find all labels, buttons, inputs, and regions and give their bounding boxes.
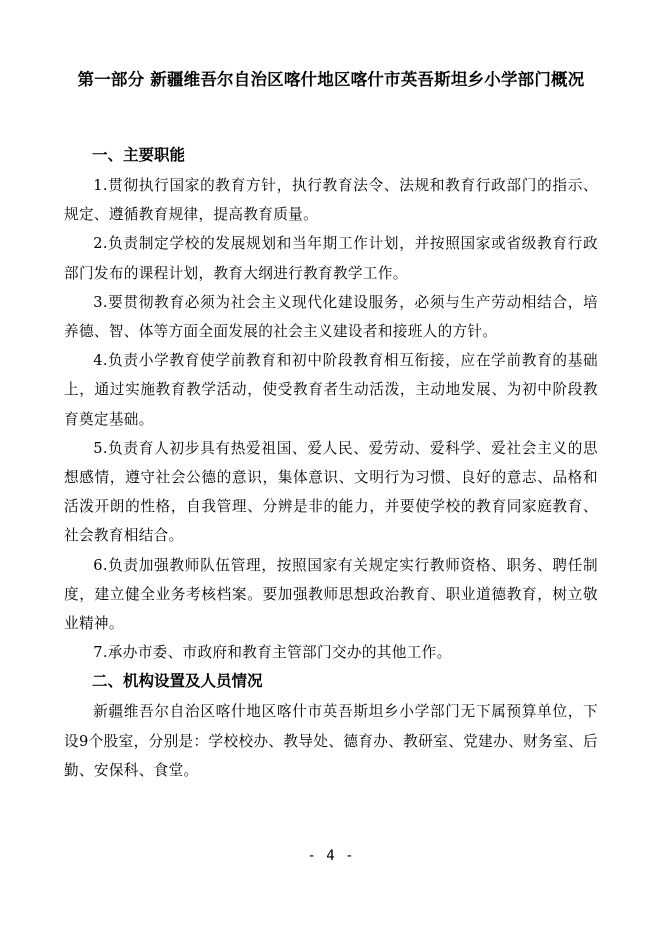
page-number: - 4 - — [307, 848, 355, 864]
document-body — [64, 141, 598, 785]
function-paragraph-1: 1.贯彻执行国家的教育方针，执行教育法令、法规和教育行政部门的指示、规定、遵循教育规律，提高教育质量。 — [64, 177, 598, 224]
organization-paragraph: 新疆维吾尔自治区喀什地区喀什市英吾斯坦乡小学部门无下属预算单位，下设9个股室，分别是：学校校办、教导处、德育办、教研室、党建办、财务室、后勤、安保科、食堂。 — [64, 703, 598, 779]
function-paragraph-4: 4.负责小学教育使学前教育和初中阶段教育相互衔接，应在学前教育的基础上，通过实施教育教学活动，使受教育者生动活泼，主动地发展、为初中阶段教育奠定基础。 — [64, 352, 598, 428]
section-heading-main-functions: 一、主要职能 — [92, 146, 186, 164]
function-paragraph-3: 3.要贯彻教育必须为社会主义现代化建设服务，必须与生产劳动相结合，培养德、智、体等方面全面发展的社会主义建设者和接班人的方针。 — [64, 293, 598, 341]
section-heading-organization: 二、机构设置及人员情况 — [92, 672, 263, 691]
function-paragraph-6: 6.负责加强教师队伍管理，按照国家有关规定实行教师资格、职务、聘任制度，建立健全业务考核档案。要加强教师思想政治教育、职业道德教育，树立敬业精神。 — [64, 556, 598, 633]
page-title: 第一部分 新疆维吾尔自治区喀什地区喀什市英吾斯坦乡小学部门概况 — [77, 70, 585, 89]
function-paragraph-5: 5.负责育人初步具有热爱祖国、爱人民、爱劳动、爱科学、爱社会主义的思想感情，遵守社会公德的意识，集体意识、文明行为习惯、良好的意志、品格和活泼开朗的性格，自我管理、分辨是非的能力，并要使学校的教育同家庭教育、社会教育相结合。 — [64, 439, 598, 545]
function-paragraph-7: 7.承办市委、市政府和教育主管部门交办的其他工作。 — [93, 644, 452, 662]
function-paragraph-2: 2.负责制定学校的发展规划和当年期工作计划，并按照国家或省级教育行政部门发布的课程计划，教育大纲进行教育教学工作。 — [64, 235, 598, 282]
